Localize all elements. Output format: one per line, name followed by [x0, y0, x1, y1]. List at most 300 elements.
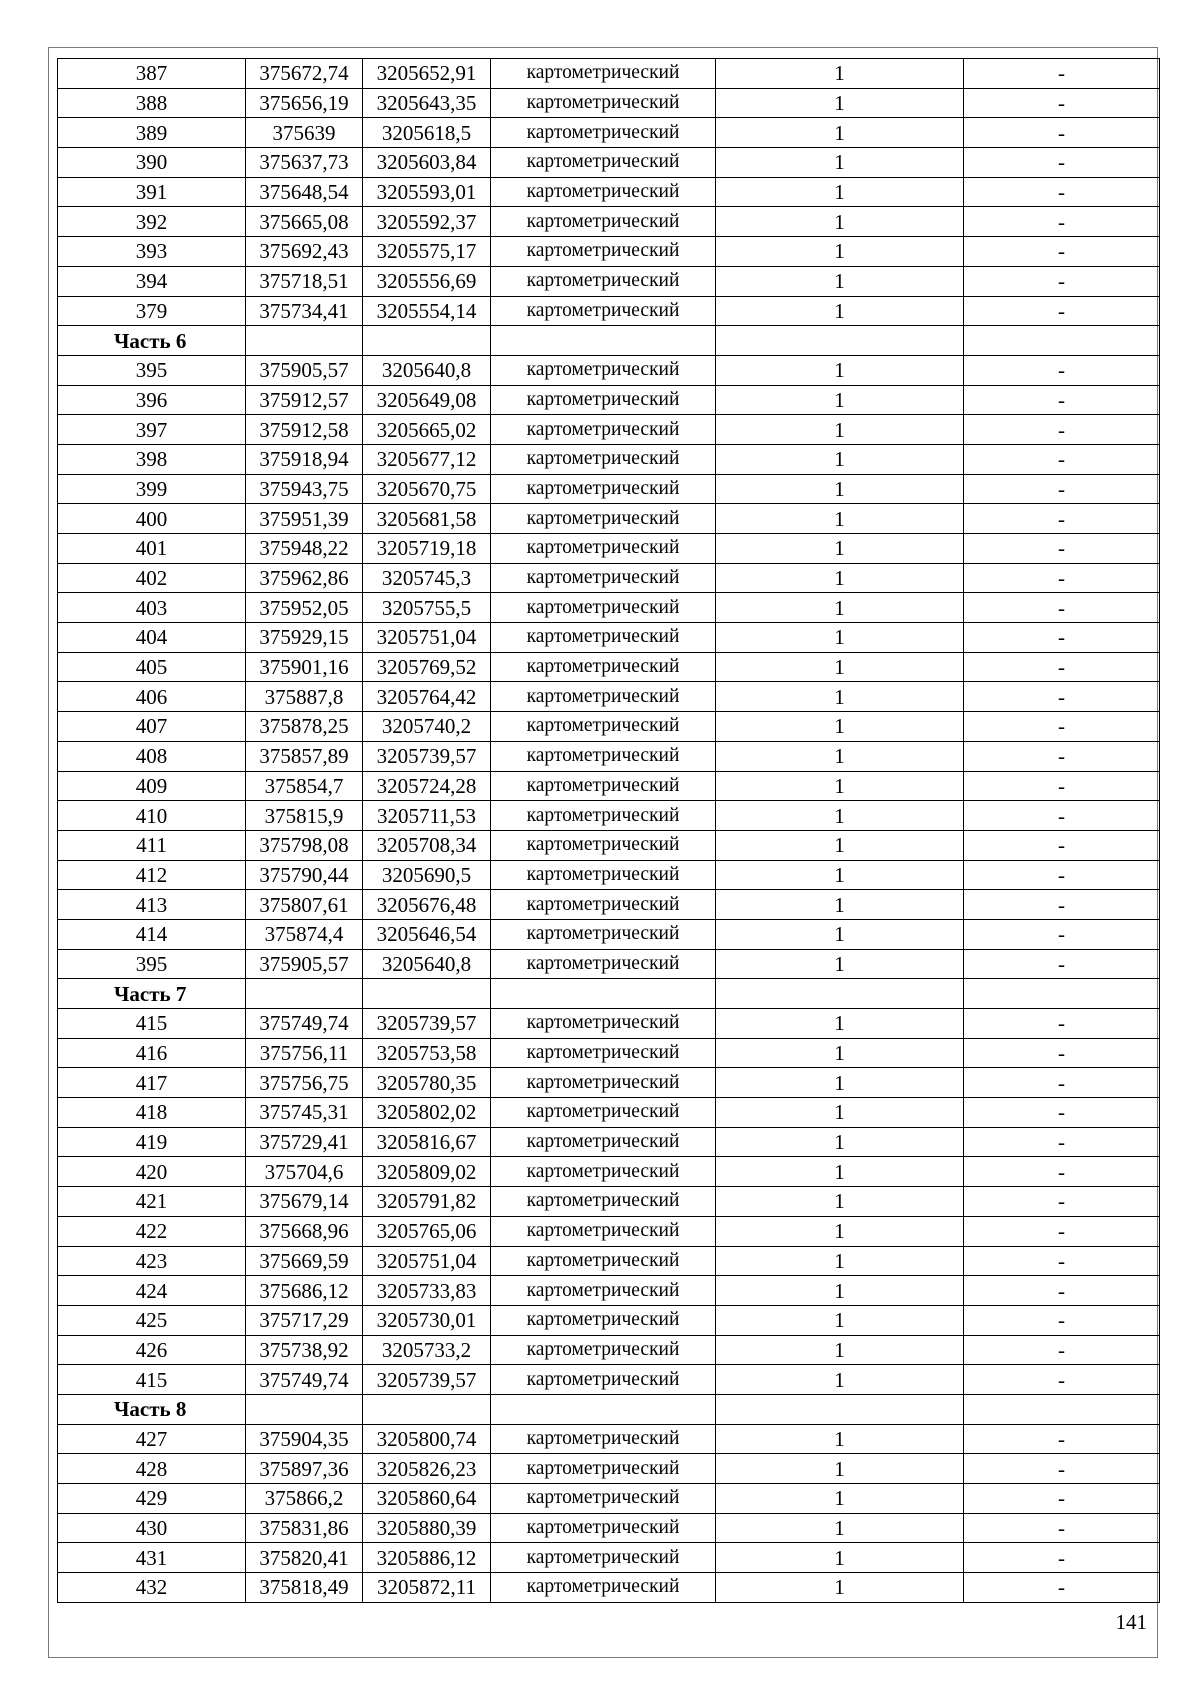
table-row: [58, 1098, 1160, 1128]
method-cell: картометрический: [491, 207, 716, 237]
method-cell: картометрический: [491, 88, 716, 118]
accuracy-cell: 1: [716, 1246, 964, 1276]
accuracy-cell: 1: [716, 1009, 964, 1039]
table-row: [58, 1127, 1160, 1157]
y-coordinate-cell: 3205708,34: [363, 830, 491, 860]
method-cell: картометрический: [491, 1038, 716, 1068]
method-cell: картометрический: [491, 890, 716, 920]
y-coordinate-cell: 3205739,57: [363, 1365, 491, 1395]
point-number-cell: 390: [58, 148, 246, 178]
table-row: [58, 148, 1160, 178]
point-number-cell: 431: [58, 1543, 246, 1573]
x-coordinate-cell: 375854,7: [246, 771, 363, 801]
note-cell: -: [964, 59, 1160, 89]
table-row: [58, 444, 1160, 474]
note-cell: -: [964, 1009, 1160, 1039]
note-cell: -: [964, 177, 1160, 207]
note-cell: -: [964, 1335, 1160, 1365]
table-row: [58, 1543, 1160, 1573]
y-coordinate-cell: 3205670,75: [363, 474, 491, 504]
y-coordinate-cell: 3205802,02: [363, 1098, 491, 1128]
note-cell: -: [964, 504, 1160, 534]
table-row: [58, 1424, 1160, 1454]
y-coordinate-cell: 3205751,04: [363, 1246, 491, 1276]
method-cell: картометрический: [491, 860, 716, 890]
method-cell: картометрический: [491, 741, 716, 771]
y-coordinate-cell: 3205603,84: [363, 148, 491, 178]
y-coordinate-cell: 3205751,04: [363, 623, 491, 653]
accuracy-cell: 1: [716, 623, 964, 653]
y-coordinate-cell: 3205809,02: [363, 1157, 491, 1187]
table-row: [58, 1246, 1160, 1276]
y-coordinate-cell: 3205575,17: [363, 237, 491, 267]
table-row: [58, 1484, 1160, 1514]
x-coordinate-cell: 375756,75: [246, 1068, 363, 1098]
accuracy-cell: 1: [716, 860, 964, 890]
note-cell: -: [964, 830, 1160, 860]
table-row: [58, 949, 1160, 979]
x-coordinate-cell: 375734,41: [246, 296, 363, 326]
x-coordinate-cell: 375668,96: [246, 1216, 363, 1246]
table-row: [58, 534, 1160, 564]
y-coordinate-cell: 3205719,18: [363, 534, 491, 564]
note-cell: -: [964, 741, 1160, 771]
accuracy-cell: 1: [716, 207, 964, 237]
y-coordinate-cell: 3205739,57: [363, 1009, 491, 1039]
method-cell: картометрический: [491, 355, 716, 385]
note-cell: -: [964, 801, 1160, 831]
accuracy-cell: 1: [716, 1513, 964, 1543]
point-number-cell: 409: [58, 771, 246, 801]
accuracy-cell: 1: [716, 177, 964, 207]
table-row: [58, 474, 1160, 504]
x-coordinate-cell: 375951,39: [246, 504, 363, 534]
table-row: [58, 712, 1160, 742]
method-cell: картометрический: [491, 415, 716, 445]
note-cell: -: [964, 860, 1160, 890]
x-coordinate-cell: 375717,29: [246, 1305, 363, 1335]
y-coordinate-cell: 3205733,2: [363, 1335, 491, 1365]
note-cell: -: [964, 1543, 1160, 1573]
accuracy-cell: 1: [716, 59, 964, 89]
method-cell: картометрический: [491, 563, 716, 593]
accuracy-cell: 1: [716, 534, 964, 564]
accuracy-cell: 1: [716, 444, 964, 474]
point-number-cell: 410: [58, 801, 246, 831]
x-coordinate-cell: 375686,12: [246, 1276, 363, 1306]
note-cell: -: [964, 148, 1160, 178]
point-number-cell: 387: [58, 59, 246, 89]
y-coordinate-cell: 3205690,5: [363, 860, 491, 890]
x-coordinate-cell: 375745,31: [246, 1098, 363, 1128]
table-row: [58, 771, 1160, 801]
accuracy-cell: 1: [716, 771, 964, 801]
point-number-cell: 426: [58, 1335, 246, 1365]
y-coordinate-cell: 3205643,35: [363, 88, 491, 118]
y-coordinate-cell: 3205730,01: [363, 1305, 491, 1335]
table-row: [58, 1276, 1160, 1306]
accuracy-cell: 1: [716, 593, 964, 623]
table-row: [58, 652, 1160, 682]
point-number-cell: 417: [58, 1068, 246, 1098]
table-row: [58, 801, 1160, 831]
method-cell: картометрический: [491, 771, 716, 801]
x-coordinate-cell: 375738,92: [246, 1335, 363, 1365]
x-coordinate-cell: 375948,22: [246, 534, 363, 564]
note-cell: -: [964, 890, 1160, 920]
note-cell: -: [964, 118, 1160, 148]
x-coordinate-cell: 375807,61: [246, 890, 363, 920]
x-coordinate-cell: 375648,54: [246, 177, 363, 207]
table-row: [58, 59, 1160, 89]
table-row: [58, 830, 1160, 860]
table-body: [58, 59, 1160, 1603]
y-coordinate-cell: 3205646,54: [363, 919, 491, 949]
point-number-cell: 407: [58, 712, 246, 742]
note-cell: -: [964, 1098, 1160, 1128]
part-header-row: [58, 326, 1160, 356]
note-cell: -: [964, 237, 1160, 267]
x-coordinate-cell: 375962,86: [246, 563, 363, 593]
point-number-cell: 424: [58, 1276, 246, 1306]
x-coordinate-cell: 375866,2: [246, 1484, 363, 1514]
x-coordinate-cell: 375692,43: [246, 237, 363, 267]
point-number-cell: 408: [58, 741, 246, 771]
y-coordinate-cell: 3205886,12: [363, 1543, 491, 1573]
table-row: [58, 1038, 1160, 1068]
accuracy-cell: 1: [716, 1276, 964, 1306]
method-cell: картометрический: [491, 1454, 716, 1484]
empty-cell: [964, 979, 1160, 1009]
point-number-cell: 402: [58, 563, 246, 593]
part-header-row: [58, 979, 1160, 1009]
table-row: [58, 919, 1160, 949]
x-coordinate-cell: 375929,15: [246, 623, 363, 653]
note-cell: -: [964, 355, 1160, 385]
part-label: Часть 7: [58, 979, 246, 1009]
method-cell: картометрический: [491, 474, 716, 504]
accuracy-cell: 1: [716, 1187, 964, 1217]
table-row: [58, 118, 1160, 148]
point-number-cell: 419: [58, 1127, 246, 1157]
accuracy-cell: 1: [716, 830, 964, 860]
empty-cell: [964, 326, 1160, 356]
x-coordinate-cell: 375637,73: [246, 148, 363, 178]
note-cell: -: [964, 296, 1160, 326]
method-cell: картометрический: [491, 1187, 716, 1217]
point-number-cell: 427: [58, 1424, 246, 1454]
accuracy-cell: 1: [716, 355, 964, 385]
note-cell: -: [964, 652, 1160, 682]
y-coordinate-cell: 3205880,39: [363, 1513, 491, 1543]
table-row: [58, 593, 1160, 623]
accuracy-cell: 1: [716, 88, 964, 118]
y-coordinate-cell: 3205652,91: [363, 59, 491, 89]
note-cell: -: [964, 1068, 1160, 1098]
note-cell: -: [964, 563, 1160, 593]
note-cell: -: [964, 1246, 1160, 1276]
empty-cell: [491, 1394, 716, 1424]
x-coordinate-cell: 375820,41: [246, 1543, 363, 1573]
part-label: Часть 8: [58, 1394, 246, 1424]
point-number-cell: 406: [58, 682, 246, 712]
method-cell: картометрический: [491, 919, 716, 949]
table-row: [58, 385, 1160, 415]
accuracy-cell: 1: [716, 890, 964, 920]
note-cell: -: [964, 1513, 1160, 1543]
method-cell: картометрический: [491, 1009, 716, 1039]
point-number-cell: 414: [58, 919, 246, 949]
note-cell: -: [964, 474, 1160, 504]
method-cell: картометрический: [491, 266, 716, 296]
x-coordinate-cell: 375878,25: [246, 712, 363, 742]
table-row: [58, 355, 1160, 385]
accuracy-cell: 1: [716, 296, 964, 326]
method-cell: картометрический: [491, 1484, 716, 1514]
point-number-cell: 423: [58, 1246, 246, 1276]
x-coordinate-cell: 375897,36: [246, 1454, 363, 1484]
table-row: [58, 177, 1160, 207]
x-coordinate-cell: 375798,08: [246, 830, 363, 860]
y-coordinate-cell: 3205740,2: [363, 712, 491, 742]
method-cell: картометрический: [491, 1573, 716, 1603]
y-coordinate-cell: 3205765,06: [363, 1216, 491, 1246]
x-coordinate-cell: 375679,14: [246, 1187, 363, 1217]
accuracy-cell: 1: [716, 1216, 964, 1246]
table-row: [58, 860, 1160, 890]
note-cell: -: [964, 949, 1160, 979]
x-coordinate-cell: 375905,57: [246, 949, 363, 979]
x-coordinate-cell: 375815,9: [246, 801, 363, 831]
table-row: [58, 207, 1160, 237]
y-coordinate-cell: 3205769,52: [363, 652, 491, 682]
accuracy-cell: 1: [716, 148, 964, 178]
note-cell: -: [964, 771, 1160, 801]
empty-cell: [964, 1394, 1160, 1424]
accuracy-cell: 1: [716, 652, 964, 682]
page-number: 141: [1115, 1610, 1147, 1634]
x-coordinate-cell: 375874,4: [246, 919, 363, 949]
table-row: [58, 682, 1160, 712]
point-number-cell: 398: [58, 444, 246, 474]
note-cell: -: [964, 415, 1160, 445]
method-cell: картометрический: [491, 593, 716, 623]
y-coordinate-cell: 3205724,28: [363, 771, 491, 801]
note-cell: -: [964, 1484, 1160, 1514]
point-number-cell: 413: [58, 890, 246, 920]
table-row: [58, 415, 1160, 445]
y-coordinate-cell: 3205711,53: [363, 801, 491, 831]
y-coordinate-cell: 3205665,02: [363, 415, 491, 445]
table-row: [58, 1365, 1160, 1395]
point-number-cell: 428: [58, 1454, 246, 1484]
y-coordinate-cell: 3205755,5: [363, 593, 491, 623]
method-cell: картометрический: [491, 237, 716, 267]
empty-cell: [491, 979, 716, 1009]
y-coordinate-cell: 3205780,35: [363, 1068, 491, 1098]
table-row: [58, 296, 1160, 326]
x-coordinate-cell: 375729,41: [246, 1127, 363, 1157]
note-cell: -: [964, 1454, 1160, 1484]
method-cell: картометрический: [491, 623, 716, 653]
note-cell: -: [964, 444, 1160, 474]
method-cell: картометрический: [491, 1127, 716, 1157]
point-number-cell: 430: [58, 1513, 246, 1543]
method-cell: картометрический: [491, 682, 716, 712]
point-number-cell: 388: [58, 88, 246, 118]
table-row: [58, 890, 1160, 920]
method-cell: картометрический: [491, 1068, 716, 1098]
accuracy-cell: 1: [716, 1335, 964, 1365]
accuracy-cell: 1: [716, 1484, 964, 1514]
x-coordinate-cell: 375912,57: [246, 385, 363, 415]
y-coordinate-cell: 3205826,23: [363, 1454, 491, 1484]
point-number-cell: 425: [58, 1305, 246, 1335]
y-coordinate-cell: 3205800,74: [363, 1424, 491, 1454]
point-number-cell: 429: [58, 1484, 246, 1514]
empty-cell: [716, 1394, 964, 1424]
point-number-cell: 415: [58, 1009, 246, 1039]
accuracy-cell: 1: [716, 1573, 964, 1603]
y-coordinate-cell: 3205733,83: [363, 1276, 491, 1306]
table-row: [58, 563, 1160, 593]
y-coordinate-cell: 3205816,67: [363, 1127, 491, 1157]
x-coordinate-cell: 375669,59: [246, 1246, 363, 1276]
x-coordinate-cell: 375943,75: [246, 474, 363, 504]
x-coordinate-cell: 375857,89: [246, 741, 363, 771]
empty-cell: [246, 326, 363, 356]
table-row: [58, 623, 1160, 653]
y-coordinate-cell: 3205745,3: [363, 563, 491, 593]
point-number-cell: 394: [58, 266, 246, 296]
y-coordinate-cell: 3205872,11: [363, 1573, 491, 1603]
point-number-cell: 396: [58, 385, 246, 415]
table-row: [58, 1454, 1160, 1484]
table-row: [58, 88, 1160, 118]
method-cell: картометрический: [491, 1157, 716, 1187]
accuracy-cell: 1: [716, 474, 964, 504]
empty-cell: [246, 1394, 363, 1424]
accuracy-cell: 1: [716, 385, 964, 415]
method-cell: картометрический: [491, 296, 716, 326]
x-coordinate-cell: 375887,8: [246, 682, 363, 712]
accuracy-cell: 1: [716, 682, 964, 712]
x-coordinate-cell: 375904,35: [246, 1424, 363, 1454]
x-coordinate-cell: 375756,11: [246, 1038, 363, 1068]
point-number-cell: 379: [58, 296, 246, 326]
note-cell: -: [964, 1038, 1160, 1068]
table-row: [58, 237, 1160, 267]
method-cell: картометрический: [491, 148, 716, 178]
method-cell: картометрический: [491, 1098, 716, 1128]
empty-cell: [716, 326, 964, 356]
note-cell: -: [964, 623, 1160, 653]
accuracy-cell: 1: [716, 118, 964, 148]
accuracy-cell: 1: [716, 266, 964, 296]
point-number-cell: 411: [58, 830, 246, 860]
point-number-cell: 421: [58, 1187, 246, 1217]
note-cell: -: [964, 1573, 1160, 1603]
accuracy-cell: 1: [716, 949, 964, 979]
accuracy-cell: 1: [716, 504, 964, 534]
note-cell: -: [964, 1365, 1160, 1395]
accuracy-cell: 1: [716, 1068, 964, 1098]
y-coordinate-cell: 3205676,48: [363, 890, 491, 920]
coordinates-table: [57, 58, 1160, 1603]
accuracy-cell: 1: [716, 1127, 964, 1157]
method-cell: картометрический: [491, 1246, 716, 1276]
note-cell: -: [964, 593, 1160, 623]
method-cell: картометрический: [491, 534, 716, 564]
accuracy-cell: 1: [716, 1038, 964, 1068]
empty-cell: [491, 326, 716, 356]
table-row: [58, 1573, 1160, 1603]
y-coordinate-cell: 3205556,69: [363, 266, 491, 296]
y-coordinate-cell: 3205860,64: [363, 1484, 491, 1514]
accuracy-cell: 1: [716, 741, 964, 771]
note-cell: -: [964, 1424, 1160, 1454]
method-cell: картометрический: [491, 1543, 716, 1573]
table-row: [58, 1157, 1160, 1187]
table-row: [58, 1513, 1160, 1543]
method-cell: картометрический: [491, 830, 716, 860]
y-coordinate-cell: 3205753,58: [363, 1038, 491, 1068]
x-coordinate-cell: 375905,57: [246, 355, 363, 385]
method-cell: картометрический: [491, 118, 716, 148]
part-label: Часть 6: [58, 326, 246, 356]
accuracy-cell: 1: [716, 1543, 964, 1573]
table-row: [58, 1009, 1160, 1039]
method-cell: картометрический: [491, 1276, 716, 1306]
point-number-cell: 389: [58, 118, 246, 148]
table-row: [58, 1068, 1160, 1098]
y-coordinate-cell: 3205764,42: [363, 682, 491, 712]
table-row: [58, 1216, 1160, 1246]
method-cell: картометрический: [491, 652, 716, 682]
note-cell: -: [964, 88, 1160, 118]
y-coordinate-cell: 3205554,14: [363, 296, 491, 326]
accuracy-cell: 1: [716, 1305, 964, 1335]
note-cell: -: [964, 712, 1160, 742]
x-coordinate-cell: 375790,44: [246, 860, 363, 890]
accuracy-cell: 1: [716, 1098, 964, 1128]
point-number-cell: 422: [58, 1216, 246, 1246]
method-cell: картометрический: [491, 801, 716, 831]
accuracy-cell: 1: [716, 415, 964, 445]
x-coordinate-cell: 375749,74: [246, 1365, 363, 1395]
y-coordinate-cell: 3205592,37: [363, 207, 491, 237]
y-coordinate-cell: 3205677,12: [363, 444, 491, 474]
note-cell: -: [964, 385, 1160, 415]
method-cell: картометрический: [491, 444, 716, 474]
point-number-cell: 403: [58, 593, 246, 623]
empty-cell: [363, 979, 491, 1009]
method-cell: картометрический: [491, 949, 716, 979]
y-coordinate-cell: 3205739,57: [363, 741, 491, 771]
point-number-cell: 405: [58, 652, 246, 682]
accuracy-cell: 1: [716, 237, 964, 267]
accuracy-cell: 1: [716, 712, 964, 742]
accuracy-cell: 1: [716, 919, 964, 949]
table-row: [58, 266, 1160, 296]
method-cell: картометрический: [491, 712, 716, 742]
method-cell: картометрический: [491, 1305, 716, 1335]
note-cell: -: [964, 207, 1160, 237]
accuracy-cell: 1: [716, 801, 964, 831]
note-cell: -: [964, 1276, 1160, 1306]
point-number-cell: 395: [58, 355, 246, 385]
part-header-row: [58, 1394, 1160, 1424]
